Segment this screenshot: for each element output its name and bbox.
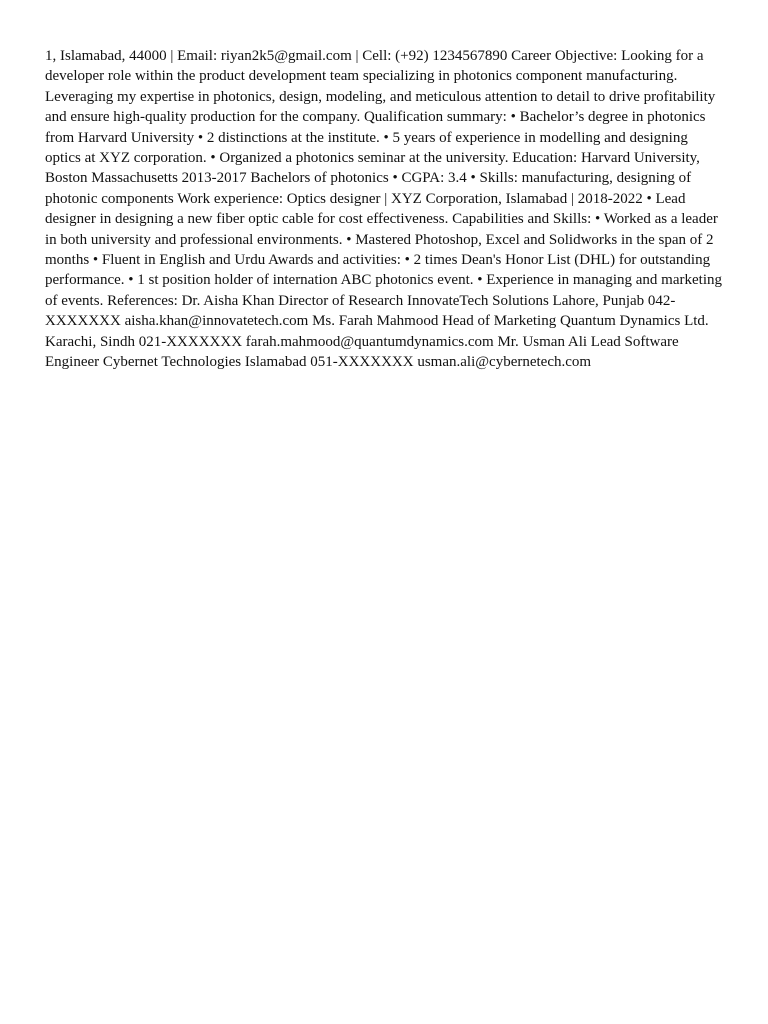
- resume-body-text: 1, Islamabad, 44000 | Email: riyan2k5@gmail.com | Cell: (+92) 1234567890 Career Objective: Looking for a developer role within the product development team specializing in photonics component manufacturing. Leveraging my expertise in photonics, design, modeling, and meticulous attention to detail to drive profitability and ensure high-quality production for the company. Qualification summary: • Bachelor’s degree in photonics from Harvard University • 2 distinctions at the institute. • 5 years of experience in modelling and designing optics at XYZ corporation. • Organized a photonics seminar at the university. Education: Harvard University, Boston Massachusetts 2013-2017 Bachelors of photonics • CGPA: 3.4 • Skills: manufacturing, designing of photonic components Work experience: Optics designer | XYZ Corporation, Islamabad | 2018-2022 • Lead designer in designing a new fiber optic cable for cost effectiveness. Capabilities and Skills: • Worked as a leader in both university and professional environments. • Mastered Photoshop, Excel and Solidworks in the span of 2 months • Fluent in English and Urdu Awards and activities: • 2 times Dean's Honor List (DHL) for outstanding performance. • 1 st position holder of internation ABC photonics event. • Experience in managing and marketing of events. References: Dr. Aisha Khan Director of Research InnovateTech Solutions Lahore, Punjab 042-XXXXXXX aisha.khan@innovatetech.com Ms. Farah Mahmood Head of Marketing Quantum Dynamics Ltd. Karachi, Sindh 021-XXXXXXX farah.mahmood@quantumdynamics.com Mr. Usman Ali Lead Software Engineer Cybernet Technologies Islamabad 051-XXXXXXX usman.ali@cybernetech.com: [45, 48, 722, 371]
- document-page: [45, 46, 725, 373]
